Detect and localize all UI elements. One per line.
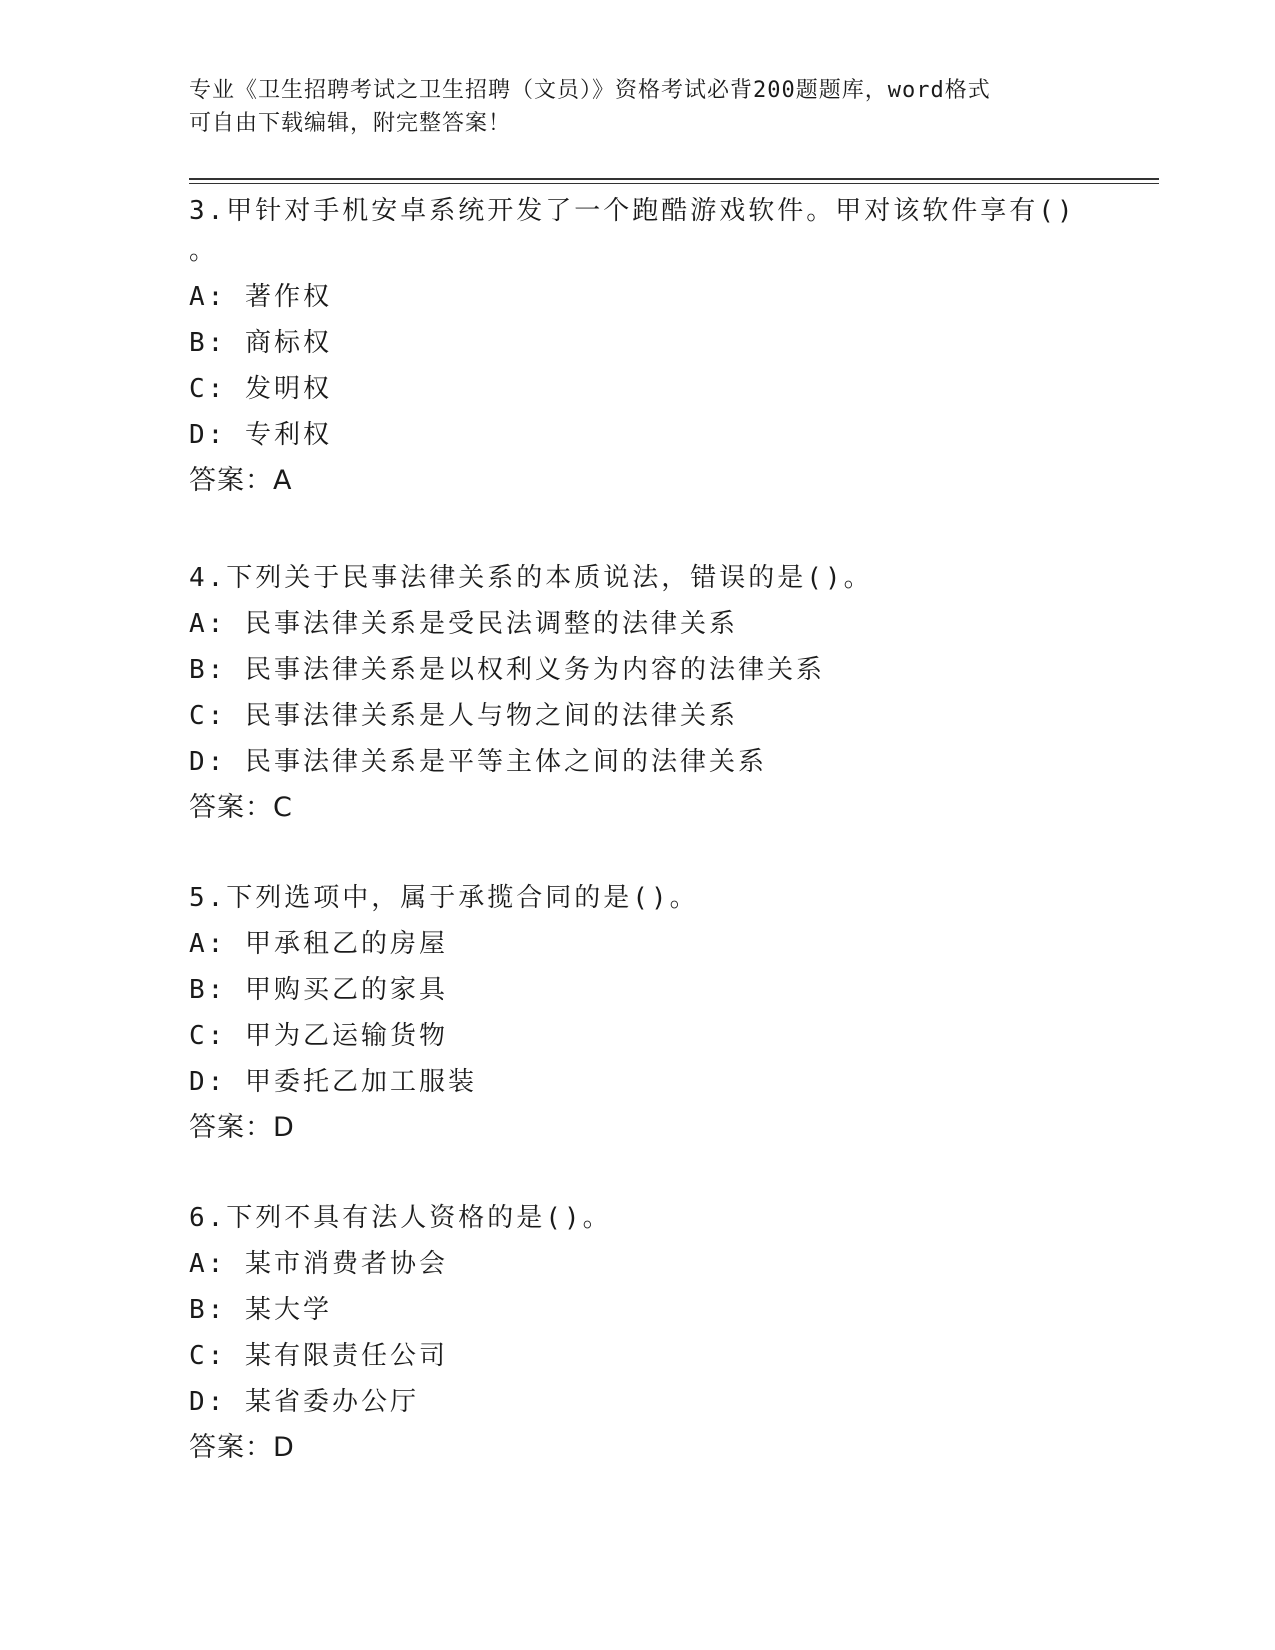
option-b: B: 民事法律关系是以权利义务为内容的法律关系: [189, 655, 825, 685]
question-stem-continuation: 。: [189, 236, 219, 266]
option-a: A: 某市消费者协会: [189, 1249, 448, 1279]
question-6: [189, 1195, 1149, 1471]
option-d: D: 某省委办公厅: [189, 1387, 419, 1417]
option-a: A: 著作权: [189, 282, 332, 312]
document-header: [189, 74, 1089, 140]
option-c: C: 甲为乙运输货物: [189, 1021, 448, 1051]
option-b: B: 某大学: [189, 1295, 332, 1325]
question-stem: 3.甲针对手机安卓系统开发了一个跑酷游戏软件。甲对该软件享有(): [189, 196, 1076, 226]
question-stem: 6.下列不具有法人资格的是()。: [189, 1203, 612, 1233]
option-d: D: 专利权: [189, 420, 332, 450]
option-a: A: 甲承租乙的房屋: [189, 929, 448, 959]
answer: 答案：A: [189, 465, 293, 496]
answer: 答案：D: [189, 1432, 295, 1463]
question-stem: 4.下列关于民事法律关系的本质说法，错误的是()。: [189, 563, 873, 593]
option-d: D: 甲委托乙加工服装: [189, 1067, 477, 1097]
option-d: D: 民事法律关系是平等主体之间的法律关系: [189, 747, 767, 777]
header-divider-thin: [189, 183, 1159, 184]
header-divider-thick: [189, 178, 1159, 180]
question-4: [189, 555, 1149, 831]
option-c: C: 某有限责任公司: [189, 1341, 448, 1371]
header-line-2: 可自由下载编辑，附完整答案！: [189, 111, 512, 136]
header-line-1: 专业《卫生招聘考试之卫生招聘（文员）》资格考试必背200题题库，word格式: [189, 78, 991, 103]
question-5: [189, 875, 1149, 1151]
answer: 答案：D: [189, 1112, 295, 1143]
option-a: A: 民事法律关系是受民法调整的法律关系: [189, 609, 738, 639]
option-b: B: 甲购买乙的家具: [189, 975, 448, 1005]
question-stem: 5.下列选项中，属于承揽合同的是()。: [189, 883, 699, 913]
question-3: [189, 188, 1149, 504]
answer: 答案：C: [189, 792, 293, 823]
option-c: C: 民事法律关系是人与物之间的法律关系: [189, 701, 738, 731]
option-b: B: 商标权: [189, 328, 332, 358]
option-c: C: 发明权: [189, 374, 332, 404]
